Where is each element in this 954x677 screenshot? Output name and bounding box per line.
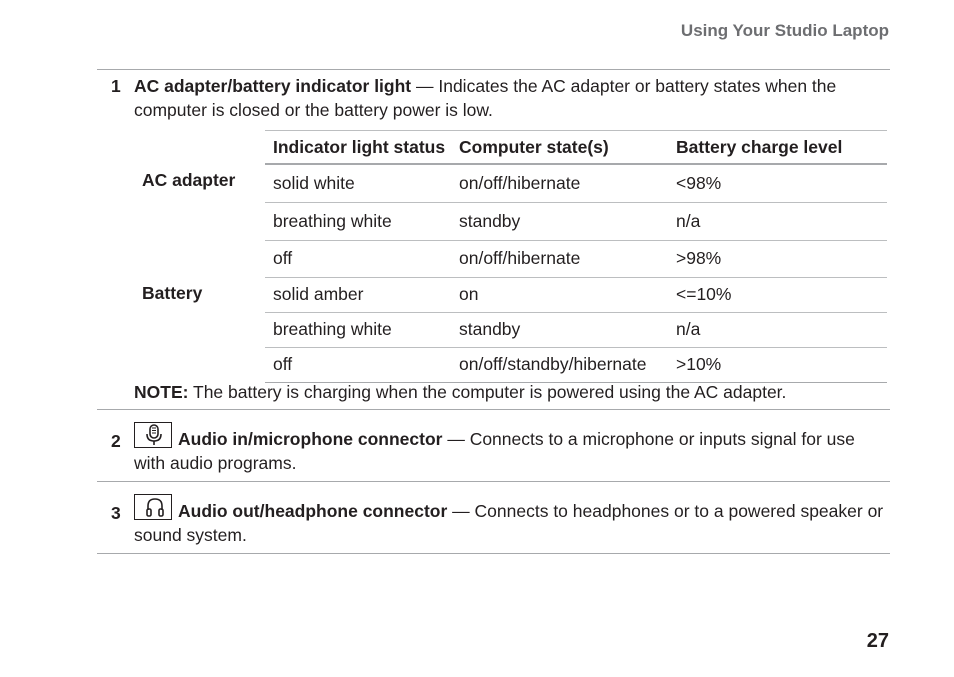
table-cell: on — [451, 277, 668, 312]
table-header-indicator-status: Indicator light status — [265, 131, 451, 165]
table-cell: >98% — [668, 240, 887, 277]
table-cell: off — [265, 347, 451, 382]
table-header-battery-level: Battery charge level — [668, 131, 887, 165]
table-cell: solid white — [265, 164, 451, 202]
table-cell: >10% — [668, 347, 887, 382]
table-row — [134, 277, 887, 312]
item-title: AC adapter/battery indicator light — [134, 76, 412, 96]
divider-3 — [97, 553, 890, 554]
table-header-empty — [134, 131, 265, 165]
item-text — [134, 74, 884, 122]
table-cell: off — [265, 240, 451, 277]
running-header: Using Your Studio Laptop — [680, 21, 889, 40]
table-cell: on/off/hibernate — [451, 164, 668, 202]
table-row — [134, 164, 887, 202]
item-description: Connects to a microphone or inputs signal for use with audio programs. — [134, 429, 855, 473]
item-description: Indicates the AC adapter or battery states when the computer is closed or the battery power is low. — [134, 76, 837, 120]
item-text — [134, 422, 884, 475]
table-cell: on/off/standby/hibernate — [451, 347, 668, 382]
table-cell: breathing white — [265, 202, 451, 240]
item-number: 1 — [111, 76, 121, 96]
table-cell: breathing white — [265, 312, 451, 347]
item-title: Audio in/microphone connector — [178, 429, 443, 449]
indicator-status-table — [134, 130, 887, 383]
note-text: The battery is charging when the computer is powered using the AC adapter. — [188, 382, 787, 402]
headphone-icon — [134, 494, 172, 520]
divider-1 — [97, 409, 890, 410]
table-cell: <=10% — [668, 277, 887, 312]
table-cell: n/a — [668, 202, 887, 240]
table-header-computer-state: Computer state(s) — [451, 131, 668, 165]
divider-top — [97, 69, 890, 70]
table-cell: on/off/hibernate — [451, 240, 668, 277]
table-cell: <98% — [668, 164, 887, 202]
divider-2 — [97, 481, 890, 482]
group-label-battery: Battery — [142, 283, 203, 303]
microphone-icon — [134, 422, 172, 448]
group-label-ac-adapter: AC adapter — [142, 170, 236, 190]
battery-note — [134, 382, 786, 403]
page-number: 27 — [866, 630, 889, 652]
item-dash: — — [442, 429, 470, 449]
note-label: NOTE: — [134, 382, 189, 402]
item-number: 2 — [111, 431, 121, 451]
item-title: Audio out/headphone connector — [178, 501, 448, 521]
item-dash: — — [447, 501, 475, 521]
table-header-row — [134, 131, 887, 165]
item-dash: — — [411, 76, 439, 96]
item-number: 3 — [111, 503, 121, 523]
table-cell: solid amber — [265, 277, 451, 312]
table-cell: standby — [451, 312, 668, 347]
table-cell: n/a — [668, 312, 887, 347]
item-description: Connects to headphones or to a powered speaker or sound system. — [134, 501, 884, 545]
table-cell: standby — [451, 202, 668, 240]
item-text — [134, 494, 884, 547]
